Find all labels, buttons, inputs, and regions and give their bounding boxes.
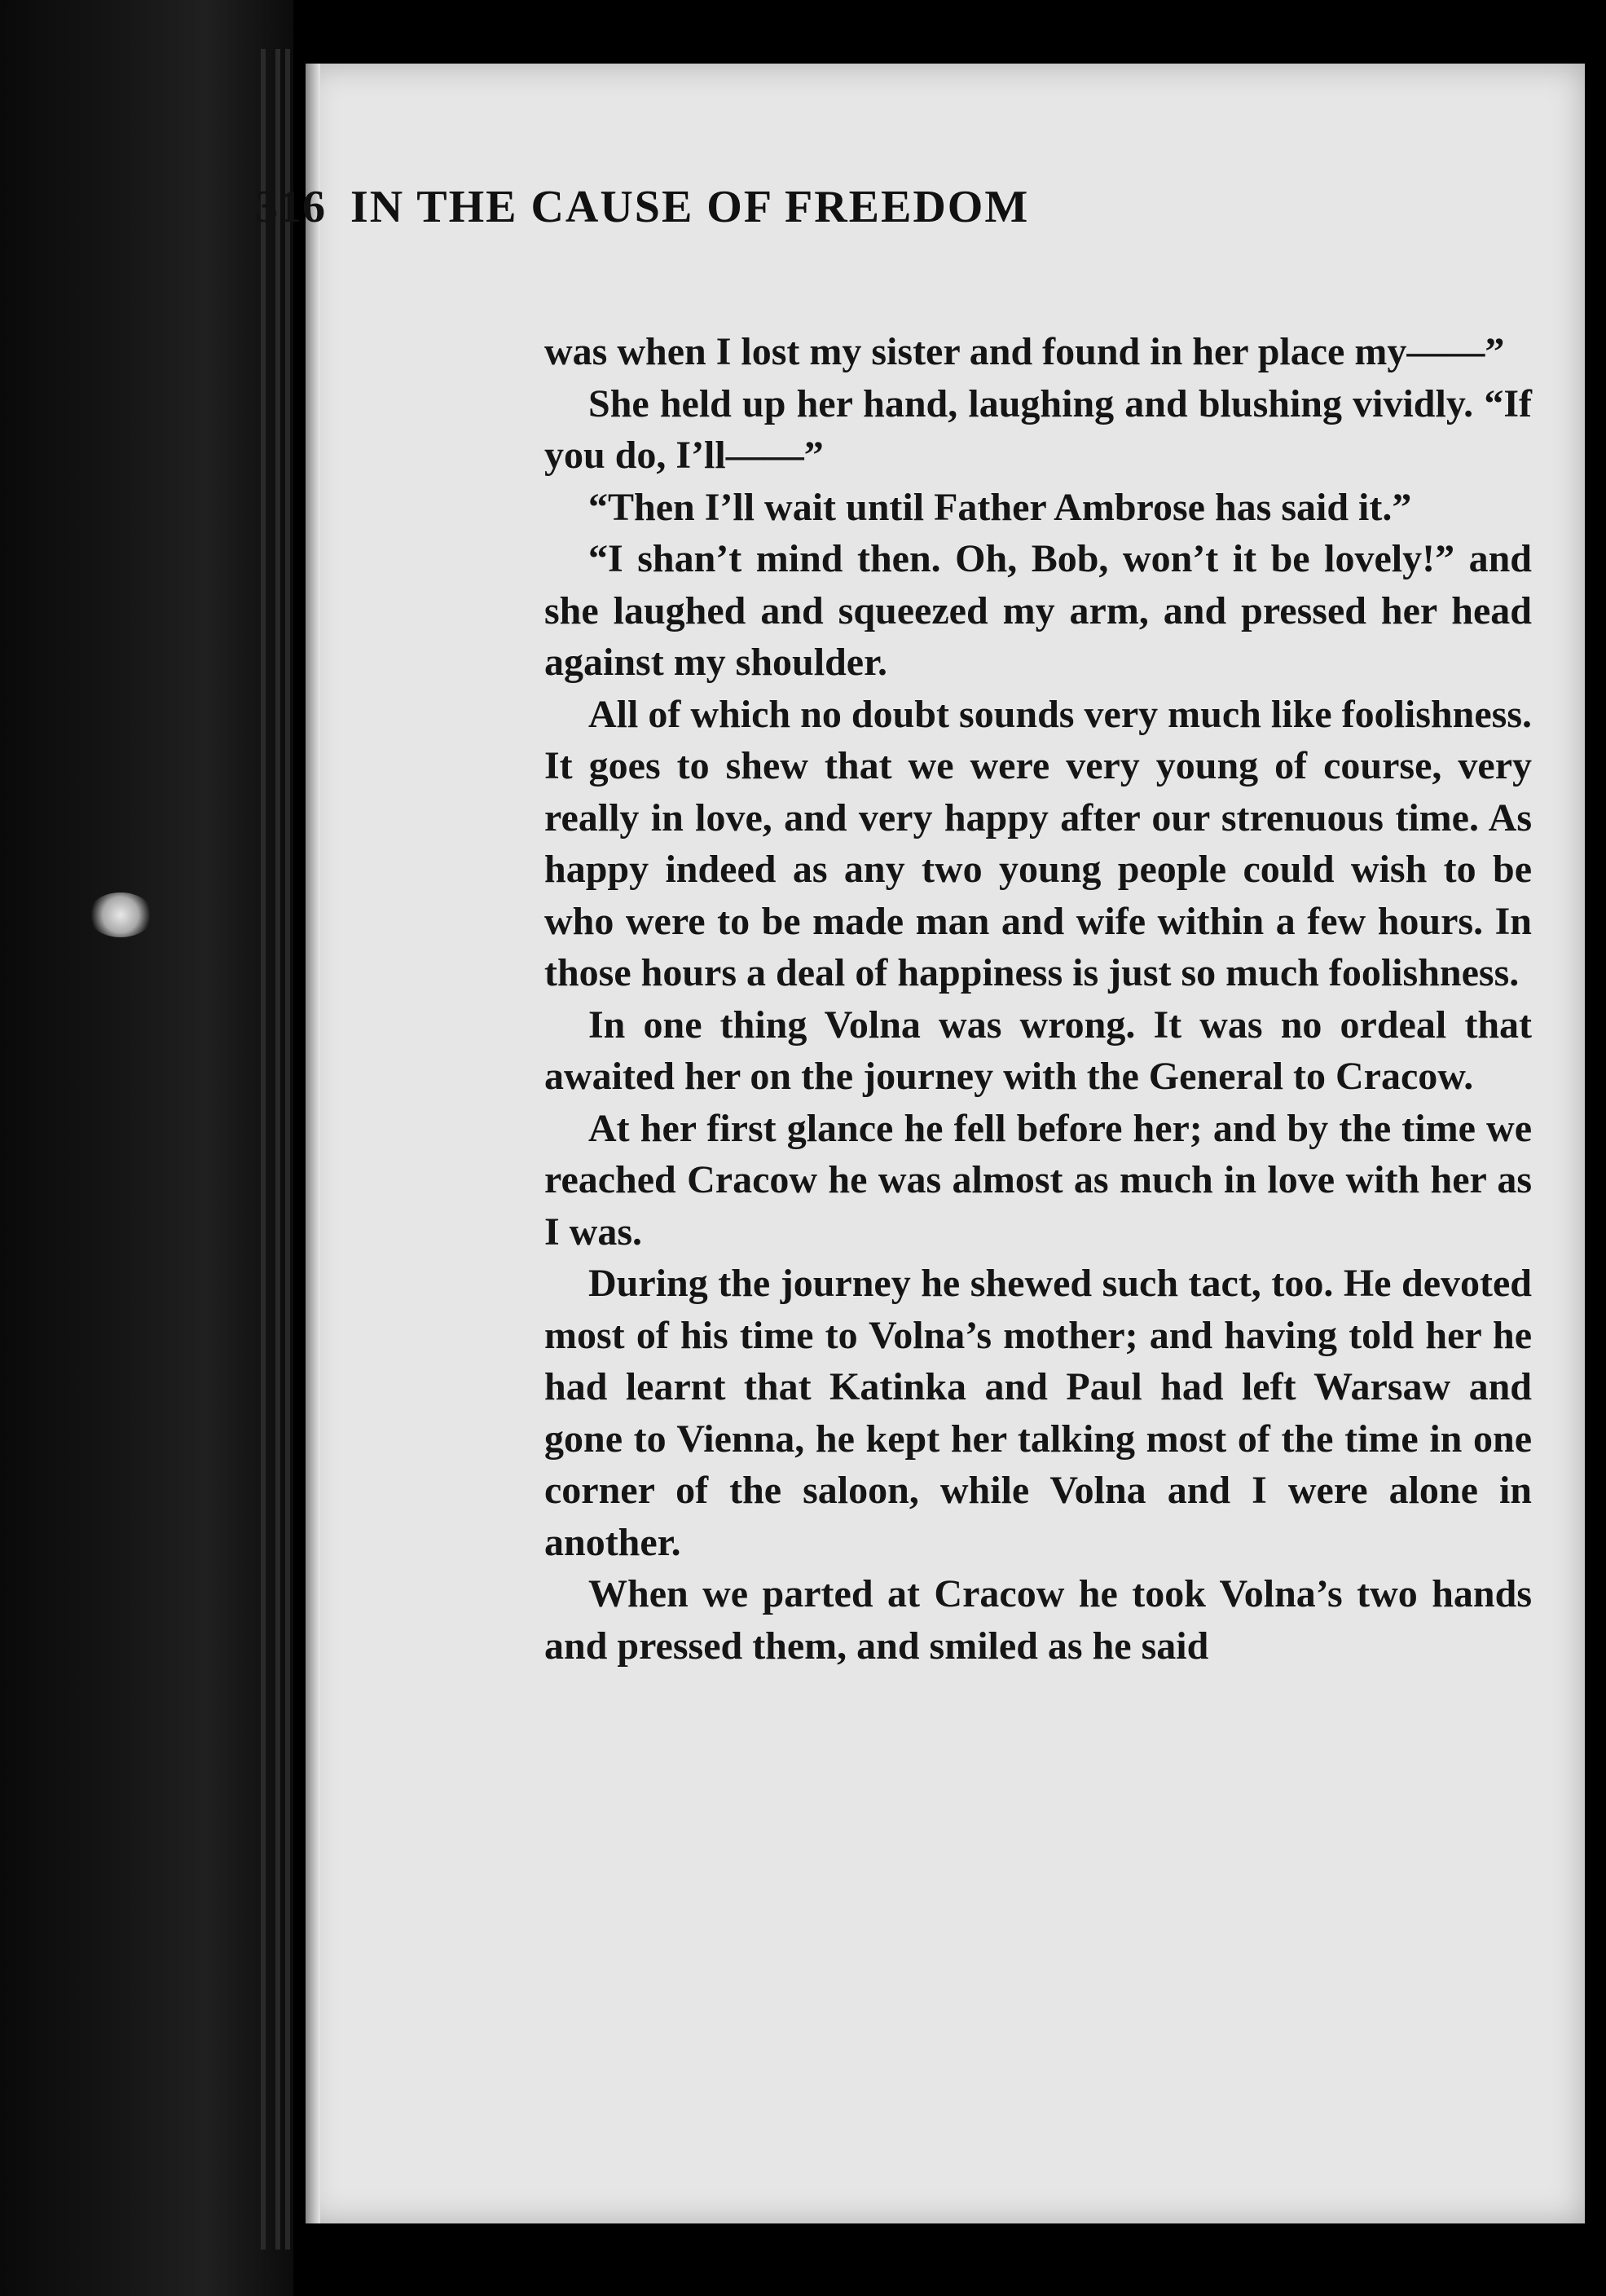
scan-smudge <box>88 892 153 937</box>
page-header <box>255 181 1445 233</box>
paragraph: In one thing Volna was wrong. It was no ordeal that awaited her on the journey with the General to Cracow. <box>544 1003 1532 1098</box>
binding-edge-stripe <box>285 49 290 2250</box>
page-number: 316 <box>255 182 326 232</box>
paragraph: was when I lost my sister and found in her place my——” <box>544 330 1505 373</box>
paragraph: When we parted at Cracow he took Volna’s two hands and pressed them, and smiled as he said <box>544 1572 1532 1668</box>
binding-edge-stripe <box>261 49 266 2250</box>
paragraph: “Then I’ll wait until Father Ambrose has said it.” <box>588 485 1412 529</box>
paragraph: At her first glance he fell before her; and by the time we reached Cracow he was almost as much in love with her as I was. <box>544 1106 1532 1254</box>
page-gutter-shadow <box>306 64 320 2223</box>
paragraph: All of which no doubt sounds very much like foolishness. It goes to shew that we were very young of course, very really in love, and very happy after our strenuous time. As happy indeed as any two young people could wish to be who were to be made man and wife within a few hours. In those hours a deal of happiness is just so much foolishness. <box>544 692 1532 994</box>
paragraph: During the journey he shewed such tact, too. He devoted most of his time to Volna’s mother; and having told her he had learnt that Katinka and Paul had left Warsaw and gone to Vienna, he kept her talking most of the time in one corner of the saloon, while Volna and I were alone in another. <box>544 1262 1532 1564</box>
paragraph: “I shan’t mind then. Oh, Bob, won’t it be lovely!” and she laughed and squeezed my arm, and pressed her head against my shoulder. <box>544 537 1532 684</box>
book-binding <box>0 0 293 2296</box>
binding-edge-stripe <box>275 49 280 2250</box>
paragraph: She held up her hand, laughing and blushing vividly. “If you do, I’ll——” <box>544 381 1532 477</box>
running-title: IN THE CAUSE OF FREEDOM <box>350 182 1030 232</box>
body-text <box>544 326 1532 1672</box>
